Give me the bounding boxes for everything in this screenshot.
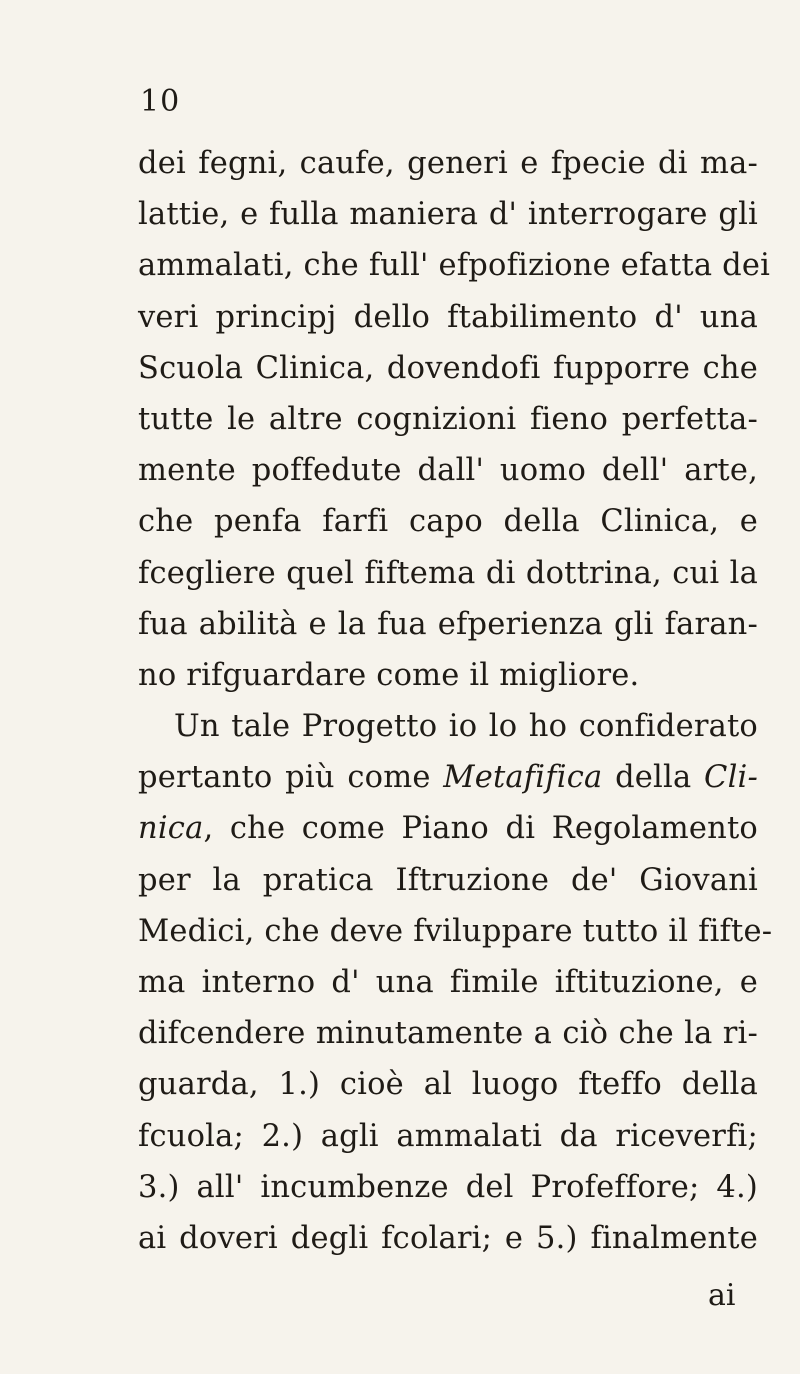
text-segment: pertanto più come [138, 760, 431, 796]
text-segment: , che come Piano di Regolamento [203, 811, 758, 847]
text-line: mente poffedute dall' uomo dell' arte, [138, 453, 758, 489]
text-line-with-italics [138, 803, 758, 854]
text-line: veri principj dello ftabilimento d' una [138, 299, 758, 335]
text-line: guarda, 1.) cioè al luogo fteffo della [138, 1067, 758, 1103]
text-line: ma interno d' una fimile iftituzione, e [138, 965, 758, 1000]
text-line: difcendere minutamente a ciò che la ri- [138, 1016, 758, 1052]
text-line: per la pratica Iftruzione de' Giovani [138, 862, 758, 898]
text-segment: della [615, 760, 692, 796]
text-line: dei fegni, caufe, generi e fpecie di ma- [138, 146, 758, 181]
text-line: fcuola; 2.) agli ammalati da riceverfi; [138, 1118, 758, 1154]
text-line-with-italics [138, 752, 758, 803]
text-line: fua abilità e la fua efperienza gli faran- [138, 606, 758, 642]
text-line: lattie, e fulla maniera d' interrogare gli [138, 197, 758, 233]
page-number: 10 [140, 84, 181, 119]
text-line: Medici, che deve fviluppare tutto il fifte- [138, 913, 773, 949]
body-text [138, 138, 773, 1264]
text-line: Scuola Clinica, dovendofi fupporre che [138, 350, 758, 386]
italic-word-metafisica: Metafifica [443, 760, 603, 796]
text-line: ai doveri degli fcolari; e 5.) finalmente [138, 1220, 758, 1256]
catchword: ai [708, 1278, 736, 1313]
text-line: tutte le altre cognizioni fieno perfetta- [138, 401, 758, 437]
text-line-paragraph-start: Un tale Progetto io lo ho confiderato [174, 709, 758, 745]
text-line: che penfa farfi capo della Clinica, e [138, 504, 758, 540]
text-line-paragraph-end: no rifguardare come il migliore. [138, 657, 640, 693]
text-line: fcegliere quel fiftema di dottrina, cui la [138, 555, 758, 591]
text-line: 3.) all' incumbenze del Profeffore; 4.) [138, 1169, 758, 1205]
italic-word-cli: Cli- [704, 760, 758, 796]
italic-word-nica: nica [138, 811, 204, 847]
text-line: ammalati, che full' efpofizione efatta dei [138, 248, 771, 284]
